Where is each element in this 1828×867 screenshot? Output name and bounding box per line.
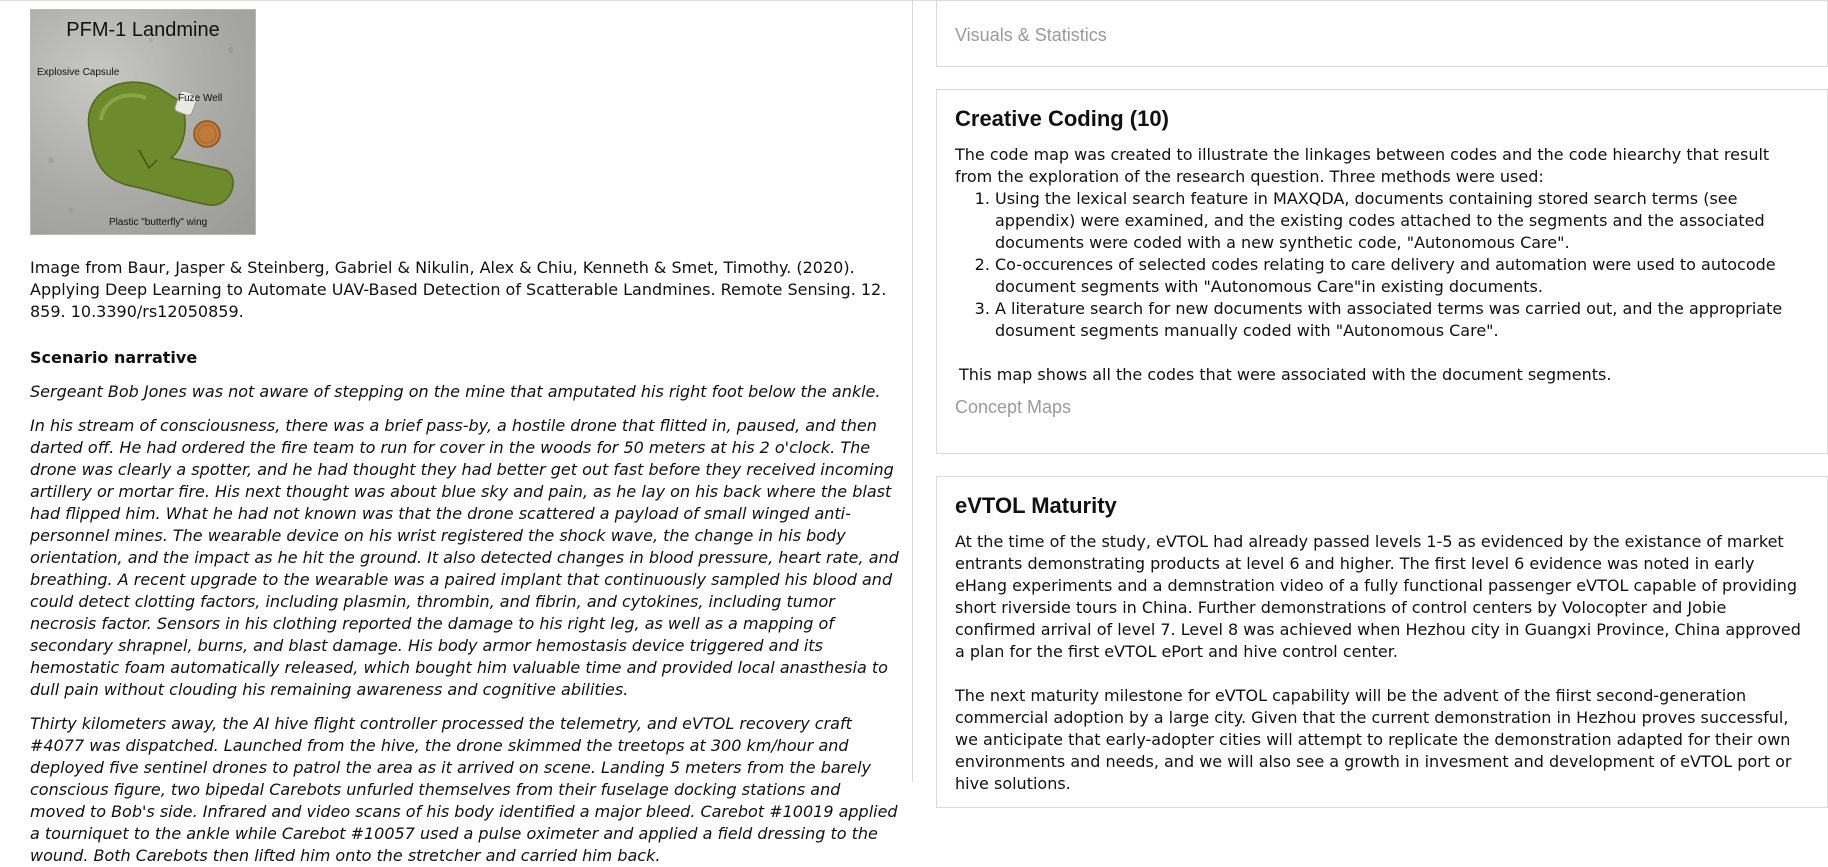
left-content <box>30 9 900 867</box>
list-item: 3. A literature search for new documents with associated terms was carried out, and the appropriate dosument segments manually coded with "Autonomous Care". <box>995 298 1809 342</box>
creative-coding-outro: This map shows all the codes that were associated with the document segments. <box>959 365 1612 384</box>
evtol-paragraph: At the time of the study, eVTOL had already passed levels 1-5 as evidenced by the existance of market entrants demonstrating products at level 6 and higher. The first level 6 evidence was noted in early eHang experiments and a demnstration video of a fully functional passenger eVTOL capable of providing short riverside tours in China. Further demonstrations of control centers by Volocopter and Jobie confirmed arrival of level 7. Level 8 was achieved when Hezhou city in Guangxi Province, China approved a plan for the first eVTOL ePort and hive control center. <box>955 532 1801 661</box>
list-item: 1. Using the lexical search feature in MAXQDA, documents containing stored search terms (see appendix) were examined, and the existing codes attached to the segments and the associated documents were coded with a new synthetic code, "Autonomous Care". <box>995 188 1809 254</box>
landmine-illustration <box>31 10 255 234</box>
concept-maps-link[interactable]: Concept Maps <box>955 397 1072 417</box>
narrative-paragraph: In his stream of consciousness, there was a brief pass-by, a hostile drone that flitted in, paused, and then darted off. He had ordered the fire team to run for cover in the woods for 50 meters at his 2 o'clock. The drone was clearly a spotter, and he had thought they had better get out fast before they received incoming artillery or mortar fire. His next thought was about blue sky and pain, as he lay on his back where the blast had flipped him. What he had not known was that the drone scattered a payload of small winged anti-personnel mines. The wearable device on his wrist registered the shock wave, the change in his body orientation, and the impact as he hit the ground. It also detected changes in blood pressure, heart rate, and breathing. A recent upgrade to the wearable was a paired implant that continuously sampled his blood and could detect clotting factors, including plasmin, thrombin, and fibrin, and cytokines, including tumor necrosis factor. Sensors in his clothing reported the damage to his right leg, as well as a mapping of secondary shrapnel, burns, and blast damage. His body armor hemostasis device triggered and its hemostatic foam automatically released, which bought him valuable time and provided local anasthesia to dull pain without clouding his remaining awareness and cognitive abilities. <box>30 416 899 699</box>
narrative-paragraph: Sergeant Bob Jones was not aware of stepping on the mine that amputated his right foot below the ankle. <box>30 382 881 401</box>
creative-coding-intro: The code map was created to illustrate the linkages between codes and the code hiearchy that result from the exploration of the research question. Three methods were used: <box>955 145 1770 186</box>
evtol-paragraph: The next maturity milestone for eVTOL capability will be the advent of the fiirst second-generation commercial adoption by a large city. Given that the current demonstration in Hezhou proves successful, we anticipate that early-adopter cities will attempt to replicate the demonstration adapted for their own environments and needs, and we will also see a growth in invesment and development of eVTOL port or hive solutions. <box>955 686 1792 793</box>
right-scroll-panel[interactable] <box>936 0 1822 793</box>
narrative-paragraph: Thirty kilometers away, the AI hive flight controller processed the telemetry, and eVTOL recovery craft #4077 was dispatched. Launched from the hive, the drone skimmed the treetops at 300 km/hour and deployed five sentinel drones to patrol the area as it arrived on scene. Landing 5 meters from the barely conscious figure, two bipedal Carebots unfurled themselves from their fuselage docking stations and moved to Bob's side. Infrared and video scans of his body identified a major bleed. Carebot #10019 applied a tourniquet to the ankle while Carebot #10057 used a pulse oximeter and applied a field dressing to the wound. Both Carebots then lifted him onto the stretcher and carried him back. <box>30 714 898 865</box>
figure-label-butterfly-wing: Plastic "butterfly" wing <box>109 217 208 228</box>
scenario-heading: Scenario narrative <box>30 348 198 367</box>
left-scroll-panel[interactable] <box>0 1 913 865</box>
figure-title: PFM-1 Landmine <box>66 19 220 41</box>
landmine-image <box>30 9 256 235</box>
image-attribution: Image from Baur, Jasper & Steinberg, Gabriel & Nikulin, Alex & Chiu, Kenneth & Smet, Timothy. (2020). Applying Deep Learning to Automate UAV-Based Detection of Scatterable Landmines. Remote Sensing. 12. 859. 10.3390/rs12050859. <box>30 258 887 321</box>
evtol-maturity-title: eVTOL Maturity <box>955 493 1117 518</box>
visuals-statistics-link[interactable]: Visuals & Statistics <box>955 25 1107 45</box>
visuals-statistics-card <box>936 0 1828 67</box>
list-item: 2. Co-occurences of selected codes relating to care delivery and automation were used to autocode document segments with "Autonomous Care"in existing documents. <box>995 254 1809 298</box>
creative-coding-title: Creative Coding (10) <box>955 106 1169 131</box>
evtol-maturity-card <box>936 476 1828 808</box>
figure-label-explosive-capsule: Explosive Capsule <box>37 67 120 78</box>
methods-list <box>955 188 1809 342</box>
creative-coding-card <box>936 89 1828 454</box>
figure-label-fuze-well: Fuze Well <box>178 93 223 104</box>
